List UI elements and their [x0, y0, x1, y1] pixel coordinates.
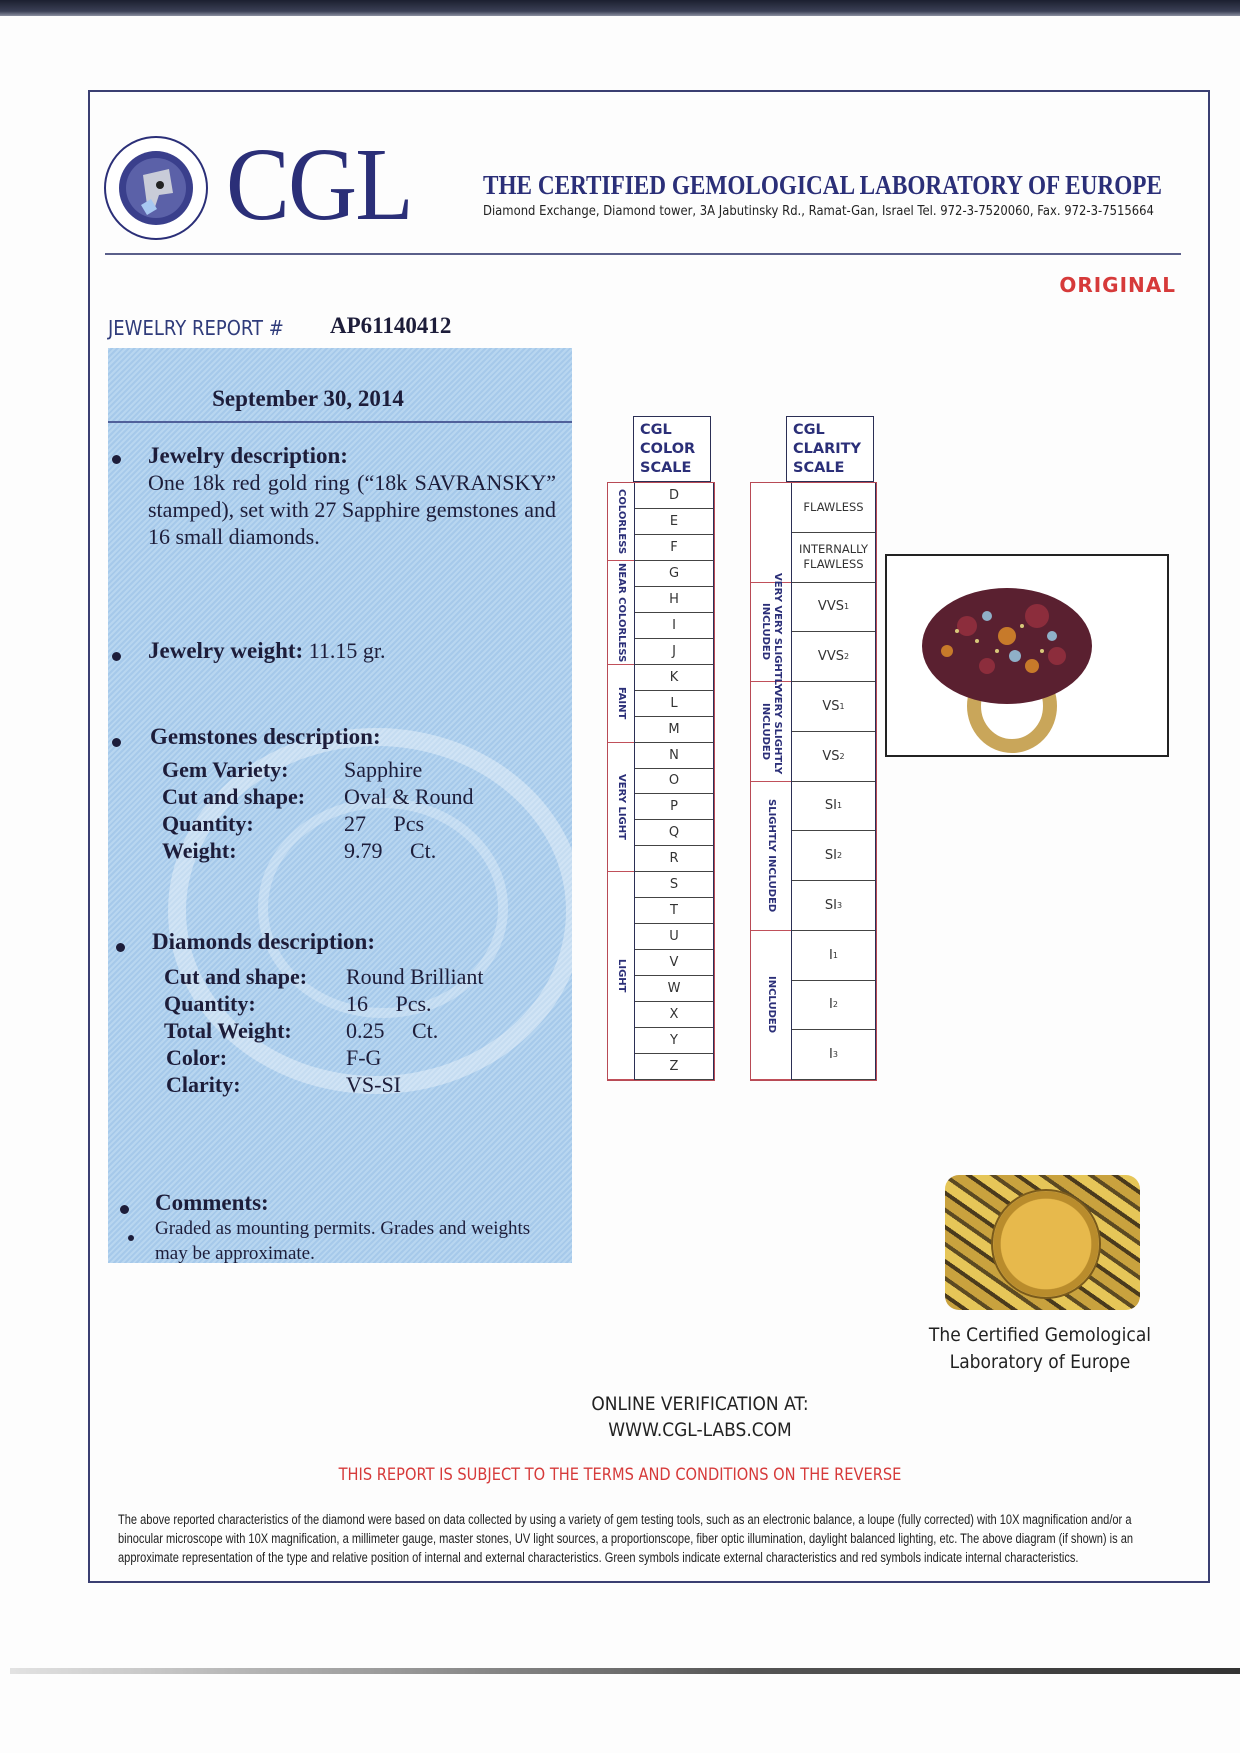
diamonds-title: Diamonds description:	[152, 929, 375, 954]
color-scale-grade-cell: G	[635, 561, 713, 587]
color-scale-grade-cell: S	[635, 872, 713, 898]
diamond-quantity-label: Quantity:	[164, 991, 256, 1016]
report-date: September 30, 2014	[212, 386, 404, 411]
diamond-cut-label: Cut and shape:	[164, 964, 308, 989]
clarity-scale-header	[786, 416, 874, 482]
color-scale-grade-cell: N	[635, 743, 713, 769]
color-scale-title-line: CGL	[640, 422, 672, 438]
color-scale-title-line: SCALE	[640, 460, 692, 476]
clarity-scale-grade-cell: VVS 2	[792, 632, 875, 682]
report-number-label: JEWELRY REPORT #	[108, 316, 284, 340]
original-stamp: ORIGINAL	[1059, 273, 1176, 297]
online-verification	[516, 1392, 884, 1444]
scan-edge-top	[0, 0, 1240, 16]
bullet-icon	[112, 738, 121, 747]
clarity-scale-group-label: VERY VERY SLIGHTLY INCLUDED	[760, 572, 783, 691]
gemstones-title: Gemstones description:	[150, 724, 381, 749]
clarity-scale-grade-cell: FLAWLESS	[792, 483, 875, 533]
color-scale-grade-cell: I	[635, 613, 713, 639]
verification-url[interactable]: WWW.CGL-LABS.COM	[608, 1420, 792, 1441]
color-scale-grade-cell: D	[635, 483, 713, 509]
color-scale-grade-cell: F	[635, 535, 713, 561]
color-scale-group-label: COLORLESS	[616, 488, 627, 555]
color-scale-grade-cell: H	[635, 587, 713, 613]
seal-caption-line: The Certified Gemological	[928, 1324, 1152, 1346]
clarity-scale-grades	[791, 483, 876, 1080]
color-scale-grade-cell: T	[635, 898, 713, 924]
color-scale-grade-cell: E	[635, 509, 713, 535]
verification-label: ONLINE VERIFICATION AT:	[591, 1394, 809, 1415]
hologram-seal	[945, 1175, 1140, 1310]
color-scale-grade-cell: J	[635, 639, 713, 665]
diamond-color-label: Color:	[166, 1045, 228, 1070]
gem-cut-value: Oval & Round	[344, 784, 474, 809]
diamond-cut-value: Round Brilliant	[346, 964, 484, 989]
diamond-clarity-label: Clarity:	[166, 1072, 241, 1097]
bullet-icon	[120, 1205, 129, 1214]
gem-cut-label: Cut and shape:	[162, 784, 306, 809]
gem-variety-label: Gem Variety:	[162, 757, 289, 782]
clarity-scale-table	[750, 482, 877, 1081]
color-scale-group-label: LIGHT	[616, 958, 627, 993]
header-divider	[105, 253, 1181, 255]
disclaimer-text: The above reported characteristics of the diamond were based on data collected by using a variety of gem testing tools, such as an electronic balance, a loupe (fully corrected) with 10X magnification and/or a binocular microscope with 10X magnification, a millimeter gauge, master stones, UV light sources, a proportionscope, fiber optic illumination, daylight balanced lighting, etc. The above diagram (if shown) is an approximate representation of the type and relative position of internal and external characteristics. Green symbols indicate external characteristics and red symbols indicate internal characteristics.	[118, 1512, 1134, 1565]
jewelry-weight-label: Jewelry weight:	[148, 638, 304, 663]
color-scale-grade-cell: Z	[635, 1054, 713, 1080]
clarity-scale-grade-cell: I 2	[792, 981, 875, 1031]
jewelry-description-section	[148, 443, 556, 550]
seal-caption	[914, 1322, 1166, 1376]
clarity-scale-grade-cell: VVS 1	[792, 583, 875, 633]
lab-title: THE CERTIFIED GEMOLOGICAL LABORATORY OF EUROPE	[483, 170, 1162, 200]
color-scale-grade-cell: R	[635, 846, 713, 872]
color-scale-grade-cell: Y	[635, 1028, 713, 1054]
comments-section	[155, 1190, 565, 1266]
comments-title: Comments:	[155, 1190, 269, 1215]
diamond-color-value: F-G	[346, 1045, 382, 1070]
clarity-scale-group-label	[751, 483, 791, 582]
bullet-icon	[112, 455, 121, 464]
color-scale-group-label: NEAR COLORLESS	[616, 562, 627, 662]
jewelry-photo	[885, 554, 1169, 757]
gemstones-section	[150, 724, 474, 864]
color-scale-title-line: COLOR	[640, 441, 696, 457]
color-scale-group-label: VERY LIGHT	[616, 773, 627, 840]
gem-quantity-label: Quantity:	[162, 811, 254, 836]
clarity-scale-group-label: VERY SLIGHTLY INCLUDED	[760, 688, 783, 774]
seal-caption-line: Laboratory of Europe	[949, 1351, 1131, 1373]
color-scale-grade-cell: K	[635, 665, 713, 691]
jewelry-description-title: Jewelry description:	[148, 443, 348, 468]
bullet-icon	[116, 943, 125, 952]
clarity-scale-grade-cell: VS 1	[792, 682, 875, 732]
gem-weight-value: 9.79 Ct.	[344, 838, 437, 863]
color-scale-grades	[634, 483, 714, 1080]
color-scale-grade-cell: P	[635, 794, 713, 820]
color-scale-grade-cell: Q	[635, 820, 713, 846]
clarity-scale-title-line: CGL	[793, 422, 825, 438]
gem-variety-value: Sapphire	[344, 757, 423, 782]
color-scale-grade-cell: U	[635, 924, 713, 950]
color-scale-grade-cell: W	[635, 976, 713, 1002]
diamond-weight-label: Total Weight:	[164, 1018, 292, 1043]
clarity-scale-grade-cell: I 3	[792, 1030, 875, 1080]
color-scale-table	[607, 482, 715, 1081]
gem-weight-label: Weight:	[162, 838, 237, 863]
color-scale-grade-cell: O	[635, 769, 713, 795]
clarity-scale-grade-cell: SI 1	[792, 782, 875, 832]
bullet-icon	[128, 1235, 134, 1241]
diamonds-section	[152, 929, 484, 1098]
comments-text: Graded as mounting permits. Grades and weights may be approximate.	[155, 1218, 531, 1264]
report-number: AP61140412	[330, 313, 452, 338]
terms-notice: THIS REPORT IS SUBJECT TO THE TERMS AND CONDITIONS ON THE REVERSE	[338, 1465, 902, 1485]
scan-edge-bottom	[10, 1668, 1240, 1674]
color-scale-grade-cell: M	[635, 717, 713, 743]
diamond-weight-value: 0.25 Ct.	[346, 1018, 439, 1043]
clarity-scale-title-line: CLARITY	[793, 441, 862, 457]
color-scale-grade-cell: L	[635, 691, 713, 717]
diamond-clarity-value: VS-SI	[346, 1072, 402, 1097]
diamond-quantity-value: 16 Pcs.	[346, 991, 432, 1016]
color-scale-group-label: FAINT	[616, 686, 627, 720]
clarity-scale-grade-cell: SI 2	[792, 831, 875, 881]
cgl-logo-wordmark: CGL	[226, 127, 412, 242]
clarity-scale-grade-cell: INTERNALLY FLAWLESS	[792, 533, 875, 583]
gem-quantity-value: 27 Pcs	[344, 811, 425, 836]
clarity-scale-grade-cell: SI 3	[792, 881, 875, 931]
jewelry-description-text: One 18k red gold ring (“18k SAVRANSKY” stamped), set with 27 Sapphire gemstones and 16 small diamonds.	[148, 470, 556, 549]
clarity-scale-group-label: SLIGHTLY INCLUDED	[766, 799, 777, 913]
color-scale-grade-cell: X	[635, 1002, 713, 1028]
clarity-scale-grade-cell: I 1	[792, 931, 875, 981]
cgl-seal-logo-icon	[103, 135, 209, 241]
ring-image-icon	[887, 556, 1167, 755]
jewelry-weight-section	[148, 638, 386, 664]
clarity-scale-group-label: INCLUDED	[766, 976, 777, 1034]
bullet-icon	[112, 652, 121, 661]
panel-divider	[108, 421, 572, 423]
clarity-scale-grade-cell: VS 2	[792, 732, 875, 782]
color-scale-grade-cell: V	[635, 950, 713, 976]
color-scale-header	[633, 416, 711, 482]
lab-address: Diamond Exchange, Diamond tower, 3A Jabutinsky Rd., Ramat-Gan, Israel Tel. 972-3-7520060, Fax. 972-3-7515664	[483, 203, 1154, 219]
clarity-scale-title-line: SCALE	[793, 460, 845, 476]
seal-emblem-icon	[991, 1189, 1101, 1299]
jewelry-weight-value: 11.15 gr.	[308, 638, 386, 663]
